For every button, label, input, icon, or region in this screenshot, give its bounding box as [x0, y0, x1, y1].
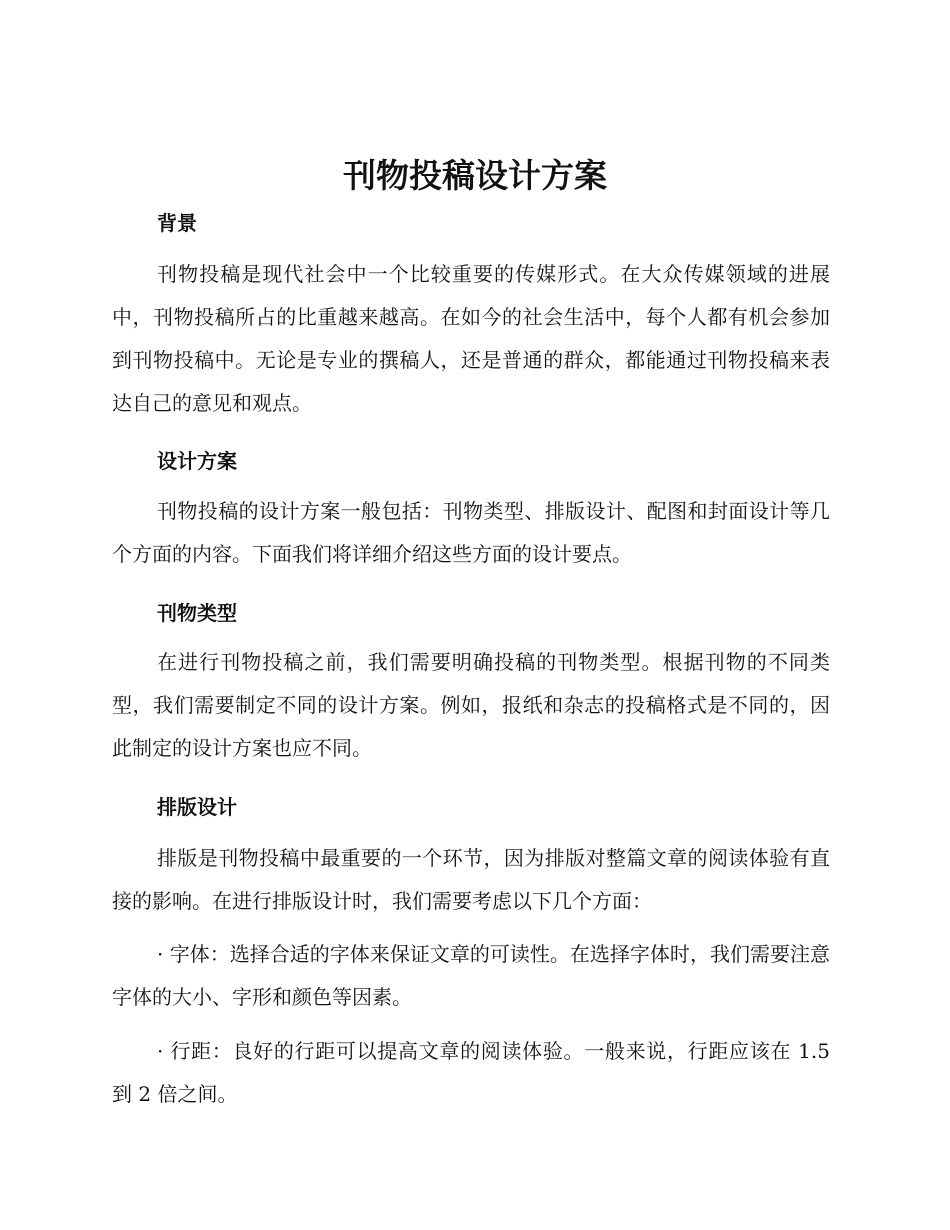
section-heading-background: 背景 [157, 211, 197, 235]
paragraph-publication-type: 在进行刊物投稿之前，我们需要明确投稿的刊物类型。根据刊物的不同类型，我们需要制定不同的设计方案。例如，报纸和杂志的投稿格式是不同的，因此制定的设计方案也应不同。 [112, 650, 830, 760]
section-heading-layout-design: 排版设计 [157, 795, 237, 819]
paragraph-design-plan: 刊物投稿的设计方案一般包括：刊物类型、排版设计、配图和封面设计等几个方面的内容。下面我们将详细介绍这些方面的设计要点。 [112, 499, 830, 566]
bullet-line-spacing: · 行距：良好的行距可以提高文章的阅读体验。一般来说，行距应该在 1.5 到 2 倍之间。 [112, 1039, 830, 1106]
paragraph-layout-design: 排版是刊物投稿中最重要的一个环节，因为排版对整篇文章的阅读体验有直接的影响。在进行排版设计时，我们需要考虑以下几个方面： [112, 846, 830, 913]
section-heading-design-plan: 设计方案 [157, 449, 237, 473]
document-title: 刊物投稿设计方案 [343, 156, 607, 195]
section-heading-publication-type: 刊物类型 [157, 601, 237, 625]
paragraph-background: 刊物投稿是现代社会中一个比较重要的传媒形式。在大众传媒领域的进展中，刊物投稿所占的比重越来越高。在如今的社会生活中，每个人都有机会参加到刊物投稿中。无论是专业的撰稿人，还是普通的群众，都能通过刊物投稿来表达自己的意见和观点。 [112, 262, 830, 415]
bullet-font: · 字体：选择合适的字体来保证文章的可读性。在选择字体时，我们需要注意字体的大小、字形和颜色等因素。 [112, 942, 830, 1009]
